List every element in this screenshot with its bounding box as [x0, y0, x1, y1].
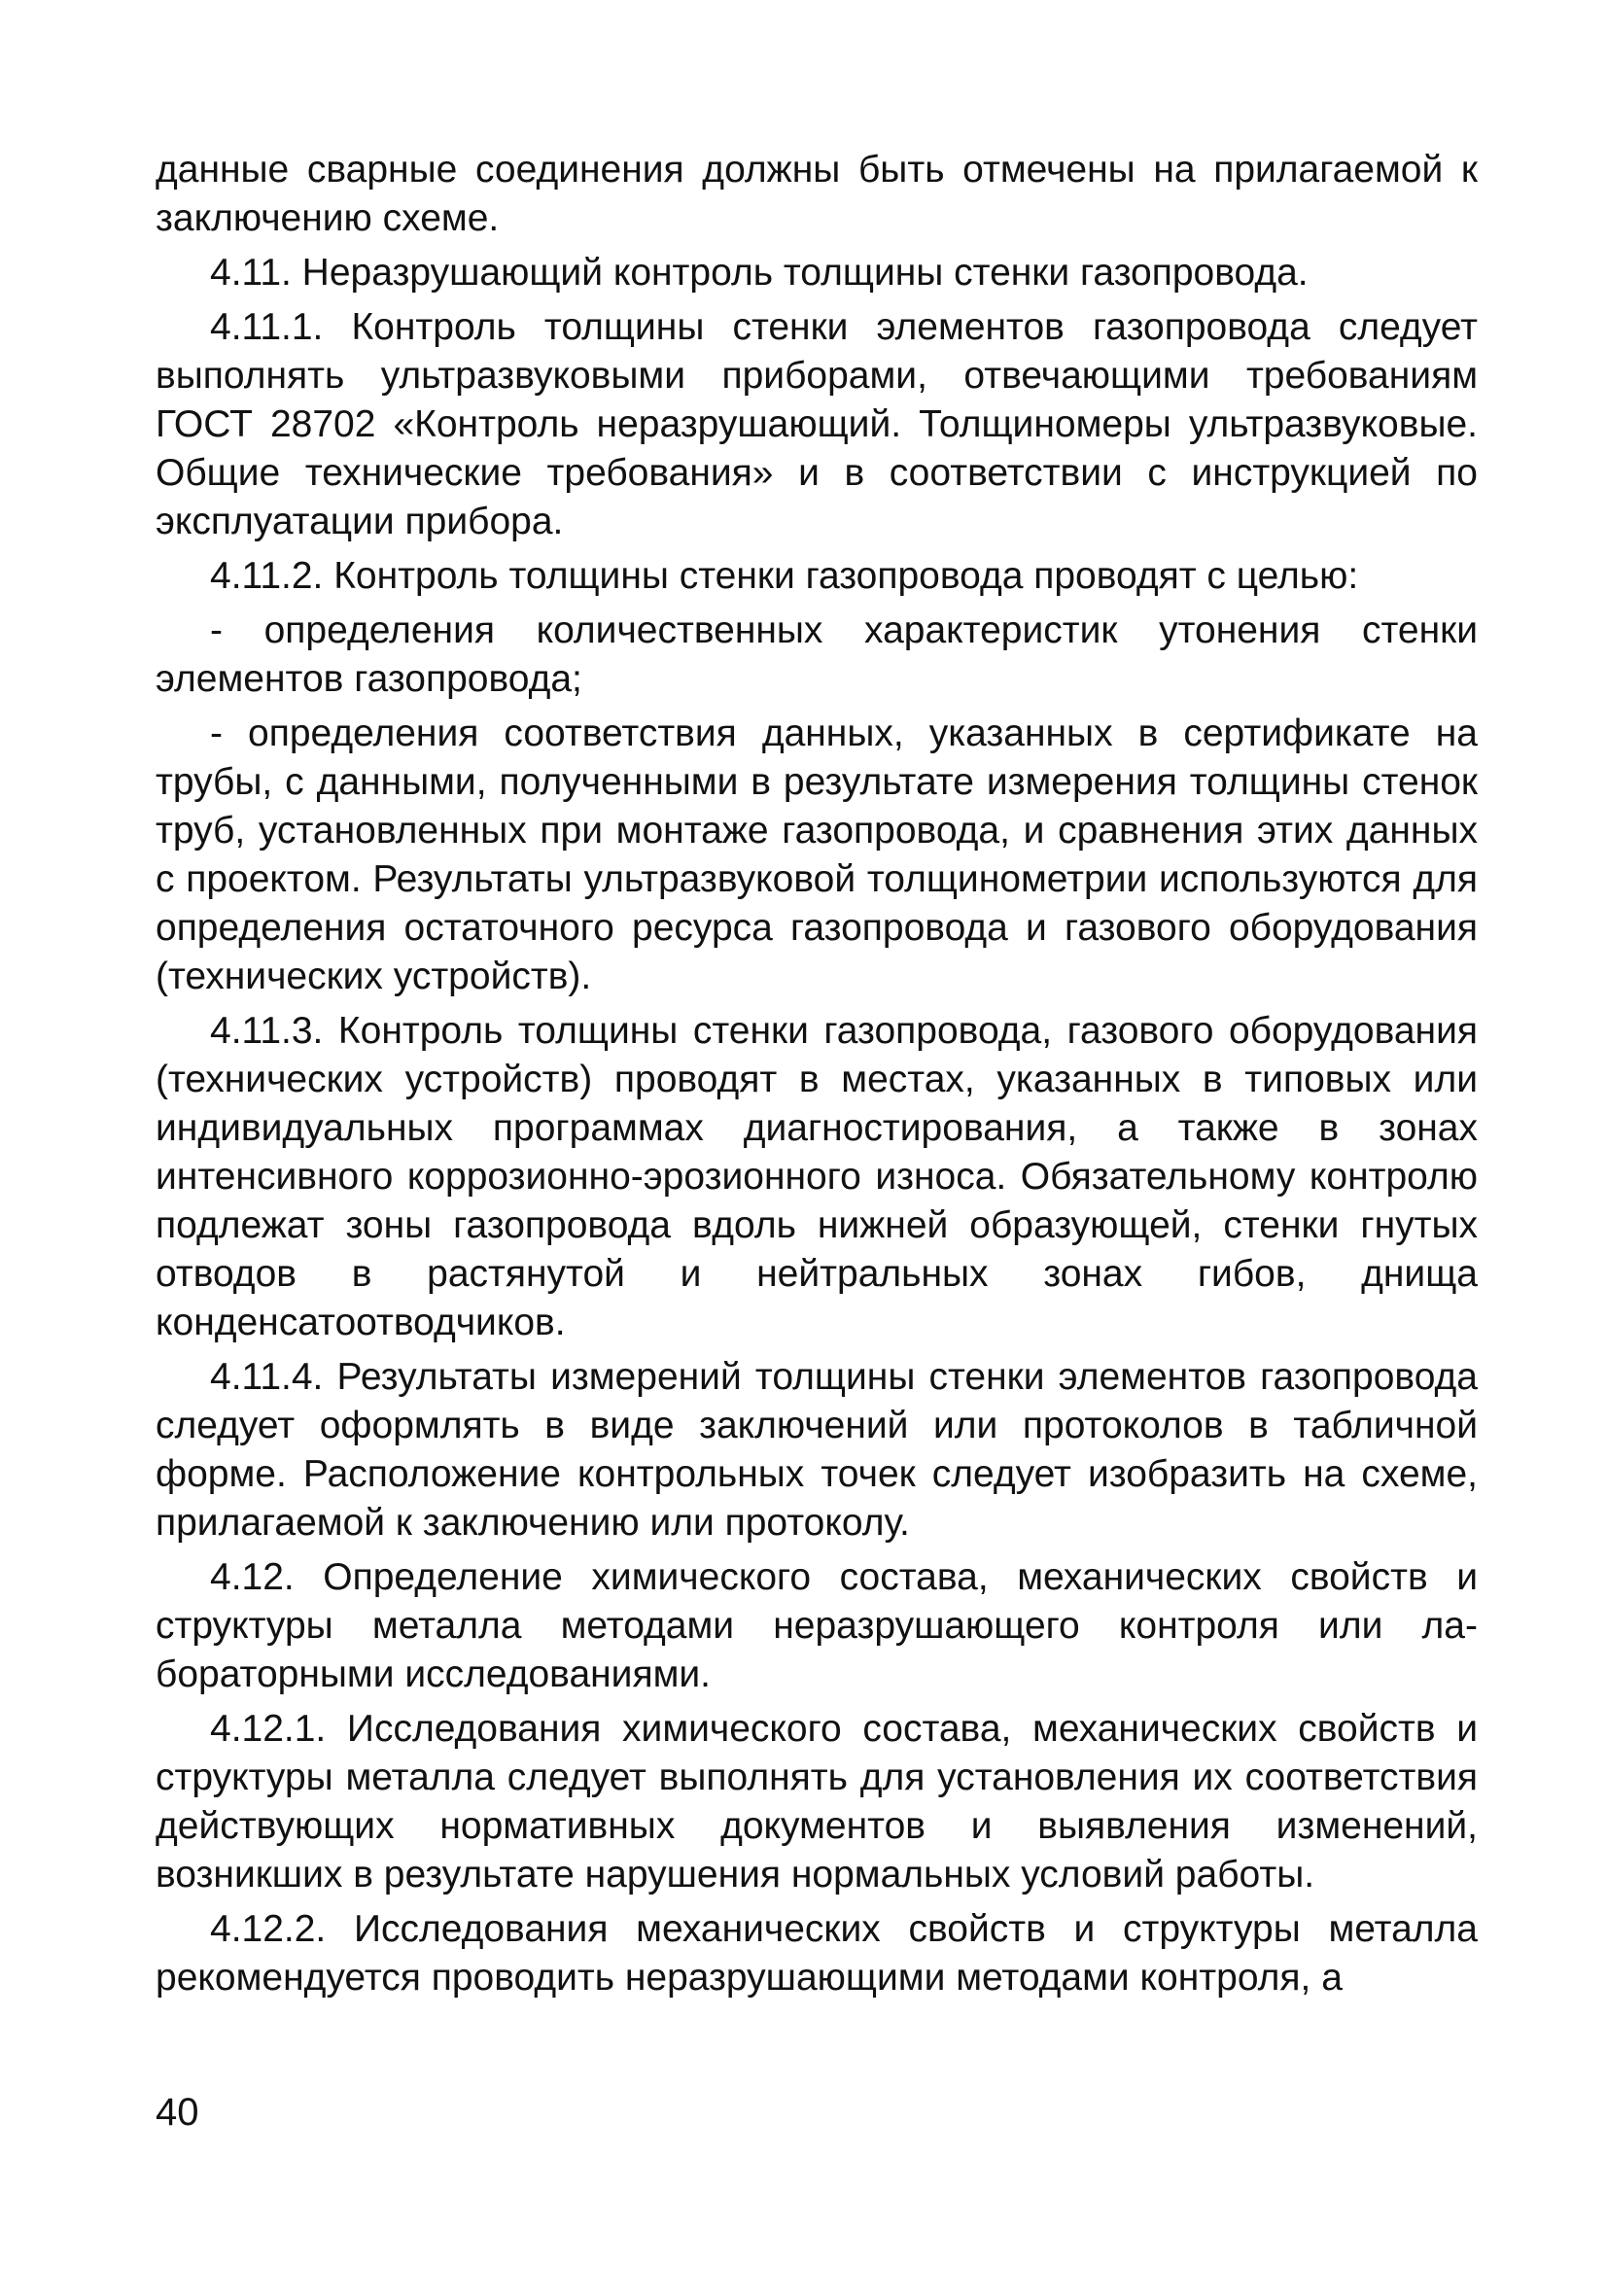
paragraph-4-11-4: 4.11.4. Результаты измерений толщины стенки элементов газопровода следует оформлять в виде заключений или протоколов в табличной форме. Расположение контрольных точек следует изобразить на схеме, прилагаемой к заключению или протоколу. — [156, 1356, 1478, 1544]
section-heading-4-11: 4.11. Неразрушающий контроль толщины стенки газопровода. — [210, 252, 1309, 294]
page-number: 40 — [156, 2091, 199, 2134]
paragraph-continuation: данные сварные соединения должны быть отмечены на прилагаемой к заключению схеме. — [156, 149, 1478, 239]
paragraph-4-11-3: 4.11.3. Контроль толщины стенки газопровода, газового оборудования (технических устройств) проводят в местах, указанных в типовых или индивидуальных программах диагностирования, а также в зонах интенсивного коррозионно-эрозионного износа. Обязательному контролю подлежат зоны газопровода вдоль нижней образующей, стенки гнутых отводов в растянутой и нейтральных зонах гибов, днища конденсатоотводчиков. — [156, 1010, 1478, 1343]
list-item-purpose-1: - определения количественных характеристик утонения стенки элементов газопровода; — [156, 609, 1478, 700]
section-heading-4-12: 4.12. Определение химического состава, механических свойств и структуры металла методами неразрушающего контроля или лабораторными исследованиями. — [156, 1556, 1478, 1695]
page-text — [156, 146, 1478, 2008]
paragraph-4-11-2: 4.11.2. Контроль толщины стенки газопровода проводят с целью: — [210, 555, 1359, 597]
paragraph-4-12-1: 4.12.1. Исследования химического состава, механических свойств и структуры металла следует выполнять для установления их соответствия действующих нормативных документов и выявления изменений, возникших в результате нарушения нормальных условий работы. — [156, 1708, 1478, 1896]
list-item-purpose-2: - определения соответствия данных, указанных в сертификате на трубы, с данными, полученными в результате измерения толщины стенок труб, установленных при монтаже газопровода, и сравнения этих данных с проектом. Результаты ультразвуковой толщинометрии используются для определения остаточного ресурса газопровода и газового оборудования (технических устройств). — [156, 713, 1478, 997]
paragraph-4-11-1: 4.11.1. Контроль толщины стенки элементов газопровода следует выполнять ультразвуковыми приборами, отвечающими требованиям ГОСТ 28702 «Контроль неразрушающий. Толщиномеры ультразвуковые. Общие технические требования» и в соответствии с инструкцией по эксплуатации прибора. — [156, 306, 1478, 542]
paragraph-4-12-2: 4.12.2. Исследования механических свойств и структуры металла рекомендуется проводить неразрушающими методами контроля, а — [156, 1908, 1478, 1999]
